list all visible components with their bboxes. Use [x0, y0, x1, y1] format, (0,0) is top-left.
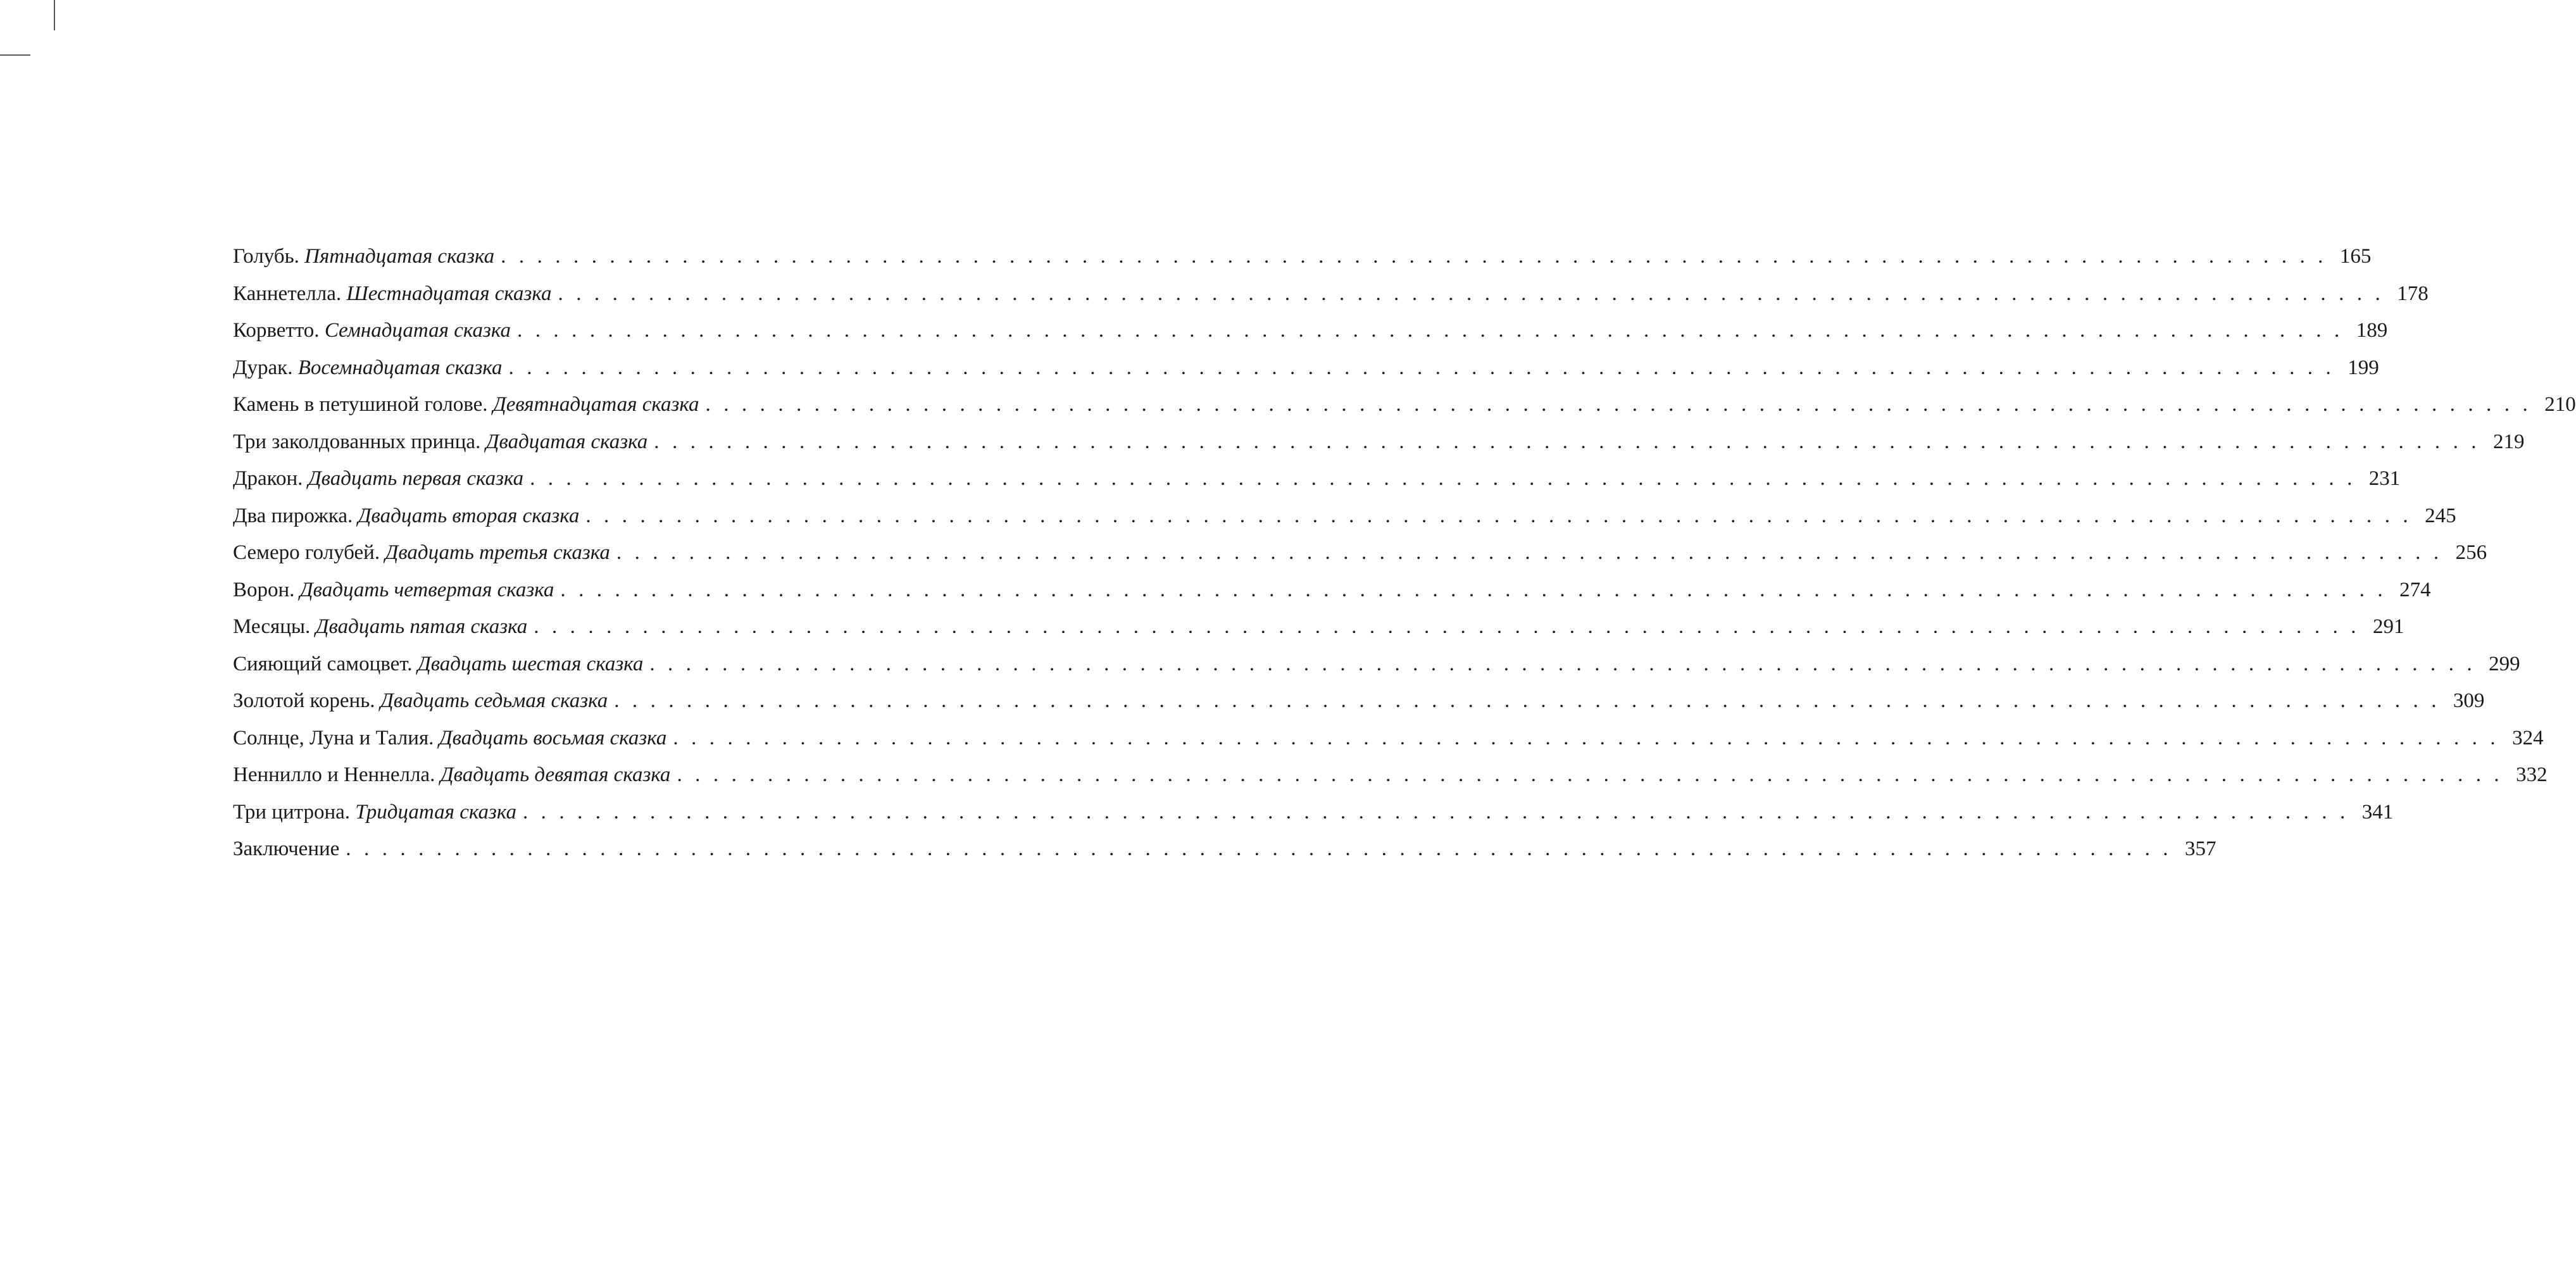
toc-entry-subtitle: Двадцать вторая сказка — [358, 504, 580, 527]
toc-entry-title: Три заколдованных принца. Двадцатая сказка — [233, 430, 648, 453]
toc-entry-title: Солнце, Луна и Талия. Двадцать восьмая сказка — [233, 726, 667, 749]
toc-entry[interactable] — [233, 830, 2216, 868]
toc-dot-leader: ..................................................................................................... — [560, 578, 2396, 601]
toc-dot-leader: ..................................................................................................... — [522, 800, 2358, 824]
toc-dot-leader: ..................................................................................................... — [673, 726, 2509, 749]
toc-dot-leader: ..................................................................................................... — [654, 430, 2489, 453]
toc-entry[interactable] — [233, 572, 2431, 609]
toc-page-number: 332 — [2516, 763, 2548, 786]
toc-entry-title: Камень в петушиной голове. Девятнадцатая сказка — [233, 393, 699, 416]
toc-page-number: 341 — [2361, 800, 2394, 824]
toc-entry-subtitle: Двадцать седьмая сказка — [380, 689, 608, 712]
toc-dot-leader: ..................................................................................................... — [346, 837, 2182, 860]
toc-entry-subtitle: Тридцатая сказка — [355, 800, 516, 824]
toc-entry-title: Три цитрона. Тридцатая сказка — [233, 800, 516, 824]
toc-entry-subtitle: Двадцать третья сказка — [385, 541, 610, 564]
toc-dot-leader: ..................................................................................................... — [705, 393, 2541, 416]
toc-dot-leader: ..................................................................................................... — [508, 356, 2344, 379]
toc-entry[interactable] — [233, 498, 2456, 535]
toc-dot-leader: ..................................................................................................... — [501, 245, 2336, 268]
toc-entry[interactable] — [233, 312, 2388, 349]
toc-page-number: 291 — [2372, 615, 2404, 638]
toc-entry[interactable] — [233, 682, 2485, 720]
toc-entry-title: Ворон. Двадцать четвертая сказка — [233, 578, 554, 601]
toc-entry-title: Голубь. Пятнадцатая сказка — [233, 245, 495, 268]
toc-dot-leader: ..................................................................................................... — [649, 652, 2485, 675]
toc-page-number: 256 — [2455, 541, 2487, 564]
toc-dot-leader: ..................................................................................................... — [614, 689, 2449, 712]
toc-page-number: 178 — [2397, 282, 2429, 305]
toc-entry-subtitle: Двадцать первая сказка — [308, 467, 524, 490]
toc-entry[interactable] — [233, 720, 2544, 757]
toc-page-number: 309 — [2453, 689, 2485, 712]
toc-entry-title: Сияющий самоцвет. Двадцать шестая сказка — [233, 652, 644, 675]
toc-entry-subtitle: Семнадцатая сказка — [324, 319, 511, 342]
toc-entry-title: Золотой корень. Двадцать седьмая сказка — [233, 689, 608, 712]
toc-entry[interactable] — [233, 386, 2576, 423]
crop-mark-horizontal — [0, 54, 30, 56]
toc-page-number: 357 — [2185, 837, 2216, 860]
toc-page-number: 324 — [2512, 726, 2544, 749]
toc-entry-title: Корветто. Семнадцатая сказка — [233, 319, 511, 342]
toc-entry-subtitle: Двадцать четвертая сказка — [299, 578, 554, 601]
toc-entry-subtitle: Двадцать восьмая сказка — [439, 726, 667, 749]
toc-entry-title: Два пирожка. Двадцать вторая сказка — [233, 504, 580, 527]
toc-dot-leader: ..................................................................................................... — [616, 541, 2452, 564]
toc-page-number: 165 — [2339, 245, 2372, 268]
toc-page-number: 189 — [2356, 319, 2388, 342]
toc-dot-leader: ..................................................................................................... — [677, 763, 2513, 786]
toc-entry-subtitle: Девятнадцатая сказка — [492, 393, 699, 416]
toc-dot-leader: ..................................................................................................... — [534, 615, 2369, 638]
toc-entry-subtitle: Пятнадцатая сказка — [304, 245, 495, 268]
toc-entry-title: Неннилло и Неннелла. Двадцать девятая сказка — [233, 763, 671, 786]
toc-page-number: 299 — [2489, 652, 2520, 675]
toc-entry[interactable] — [233, 608, 2404, 646]
toc-page-number: 231 — [2368, 467, 2401, 490]
toc-entry[interactable] — [233, 275, 2429, 313]
toc-entry-title: Заключение — [233, 837, 340, 860]
toc-entry-title: Каннетелла. Шестнадцатая сказка — [233, 282, 552, 305]
toc-entry-title: Месяцы. Двадцать пятая сказка — [233, 615, 528, 638]
toc-entry-subtitle: Шестнадцатая сказка — [346, 282, 552, 305]
toc-dot-leader: ..................................................................................................... — [516, 319, 2353, 342]
toc-entry-subtitle: Двадцать девятая сказка — [440, 763, 671, 786]
toc-entry[interactable] — [233, 534, 2487, 572]
toc-page-number: 219 — [2493, 430, 2525, 453]
toc-dot-leader: ..................................................................................................... — [530, 467, 2365, 490]
toc-entry[interactable] — [233, 238, 2372, 275]
table-of-contents — [233, 238, 2576, 868]
toc-entry-title: Дракон. Двадцать первая сказка — [233, 467, 524, 490]
toc-entry[interactable] — [233, 423, 2525, 461]
toc-entry[interactable] — [233, 460, 2401, 498]
toc-page-number: 274 — [2399, 578, 2431, 601]
toc-entry[interactable] — [233, 794, 2394, 831]
toc-entry[interactable] — [233, 646, 2520, 683]
toc-entry-subtitle: Восемнадцатая сказка — [297, 356, 503, 379]
toc-entry-subtitle: Двадцать шестая сказка — [417, 652, 644, 675]
toc-entry[interactable] — [233, 756, 2548, 794]
toc-dot-leader: ..................................................................................................... — [558, 282, 2394, 305]
toc-entry-subtitle: Двадцатая сказка — [485, 430, 648, 453]
toc-page-number: 199 — [2348, 356, 2379, 379]
toc-page-number: 210 — [2544, 393, 2576, 416]
crop-mark-vertical — [54, 0, 55, 30]
toc-page-number: 245 — [2425, 504, 2456, 527]
toc-entry[interactable] — [233, 349, 2379, 387]
toc-dot-leader: ..................................................................................................... — [585, 504, 2422, 527]
toc-entry-subtitle: Двадцать пятая сказка — [315, 615, 528, 638]
toc-entry-title: Дурак. Восемнадцатая сказка — [233, 356, 503, 379]
toc-entry-title: Семеро голубей. Двадцать третья сказка — [233, 541, 610, 564]
